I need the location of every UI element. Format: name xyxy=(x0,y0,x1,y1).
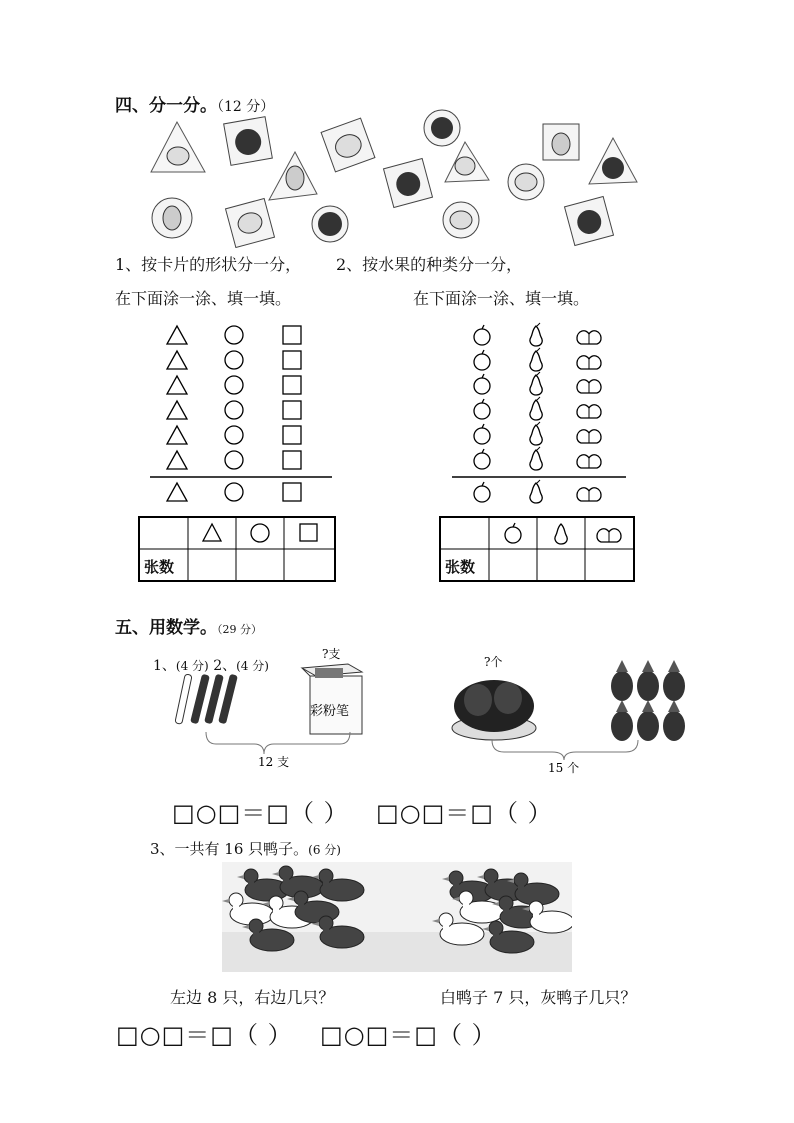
peach-icon[interactable] xyxy=(577,380,601,393)
circle-icon[interactable] xyxy=(225,326,243,344)
circle-icon[interactable] xyxy=(225,426,243,444)
q3-right-question: 白鸭子 7 只，灰鸭子几只？ xyxy=(440,988,637,1007)
circle-card xyxy=(443,202,479,238)
circle-card xyxy=(312,206,348,242)
triangle-card xyxy=(445,142,489,182)
q3b-answer-template[interactable]: □○□＝□（ ） xyxy=(320,1021,497,1049)
count-cell-circle[interactable] xyxy=(238,551,282,579)
square-icon[interactable] xyxy=(283,426,301,444)
apple-icon[interactable] xyxy=(474,449,490,469)
triangle-icon[interactable] xyxy=(167,376,187,394)
fruit-cards-picture xyxy=(145,108,655,248)
apple-icon[interactable] xyxy=(474,350,490,370)
triangle-icon xyxy=(203,524,221,541)
pear-icon[interactable] xyxy=(530,422,542,445)
q2-label: 2、 xyxy=(213,658,237,674)
q3-row xyxy=(150,838,341,859)
square-card xyxy=(224,117,273,166)
peach-icon[interactable] xyxy=(577,488,601,501)
triangle-card xyxy=(589,138,637,184)
apple-icon[interactable] xyxy=(474,482,490,502)
section5-title-row xyxy=(115,613,262,638)
triangle-card xyxy=(151,122,205,172)
q1-answer-template[interactable]: □○□＝□（ ） xyxy=(172,799,349,827)
circle-icon[interactable] xyxy=(225,451,243,469)
count-cell-pear[interactable] xyxy=(539,551,583,579)
pineapple-question: ?个 xyxy=(484,655,503,669)
shapes-table xyxy=(138,516,336,582)
square-card xyxy=(321,118,375,172)
circle-icon xyxy=(251,524,269,542)
triangle-icon[interactable] xyxy=(167,426,187,444)
circle-card xyxy=(152,198,192,238)
q1-label: 1、 xyxy=(153,658,176,674)
pear-icon[interactable] xyxy=(530,348,542,371)
square-icon[interactable] xyxy=(283,326,301,344)
plate-of-pineapples xyxy=(452,680,536,740)
count-cell-peach[interactable] xyxy=(587,551,632,579)
pear-icon[interactable] xyxy=(530,480,542,503)
table-row-label: 张数 xyxy=(144,558,175,576)
q2-line1: 2、按水果的种类分一分， xyxy=(336,255,523,274)
chalk-total: 12 支 xyxy=(258,755,290,769)
circle-icon[interactable] xyxy=(225,351,243,369)
apple-icon[interactable] xyxy=(474,374,490,394)
apple-icon[interactable] xyxy=(474,399,490,419)
apple-icon[interactable] xyxy=(474,424,490,444)
square-icon[interactable] xyxy=(283,451,301,469)
table-row-label: 张数 xyxy=(445,558,476,576)
fruits-grid xyxy=(450,320,630,510)
pear-icon[interactable] xyxy=(530,323,542,346)
q1-line1: 1、按卡片的形状分一分， xyxy=(115,255,302,274)
triangle-icon[interactable] xyxy=(167,401,187,419)
circle-card xyxy=(508,164,544,200)
peach-icon xyxy=(597,529,621,542)
pear-icon[interactable] xyxy=(530,397,542,420)
pear-icon[interactable] xyxy=(530,447,542,470)
triangle-icon[interactable] xyxy=(167,326,187,344)
q2-line2: 在下面涂一涂、填一填。 xyxy=(413,289,590,308)
peach-icon[interactable] xyxy=(577,331,601,344)
peach-icon[interactable] xyxy=(577,405,601,418)
pineapple-total: 15 个 xyxy=(548,761,580,775)
triangle-icon[interactable] xyxy=(167,483,187,501)
square-icon xyxy=(300,524,317,541)
pineapple-brace xyxy=(492,740,638,760)
pineapple-icon xyxy=(611,660,633,701)
square-card xyxy=(565,197,614,246)
apple-icon xyxy=(505,523,521,543)
chalk-brace xyxy=(206,732,350,754)
square-card xyxy=(384,159,433,208)
pineapple-icon xyxy=(663,700,685,741)
q3a-answer-template[interactable]: □○□＝□（ ） xyxy=(116,1021,293,1049)
pineapple-icon xyxy=(637,660,659,701)
pineapple-icon xyxy=(611,700,633,741)
square-icon[interactable] xyxy=(283,351,301,369)
pineapple-grid xyxy=(611,660,685,741)
ducks-picture xyxy=(222,862,572,972)
count-cell-apple[interactable] xyxy=(491,551,535,579)
pineapple-picture xyxy=(448,648,698,783)
fruits-table xyxy=(439,516,635,582)
chalk-box xyxy=(302,664,362,734)
peach-icon[interactable] xyxy=(577,455,601,468)
square-card xyxy=(226,199,275,248)
q1-score: (4 分) xyxy=(175,659,209,673)
circle-icon[interactable] xyxy=(225,401,243,419)
count-cell-square[interactable] xyxy=(286,551,333,579)
square-icon[interactable] xyxy=(283,401,301,419)
section4-score: （12 分） xyxy=(217,99,275,115)
q2-score: (4 分) xyxy=(236,659,269,673)
triangle-icon[interactable] xyxy=(167,351,187,369)
section5-score: （29 分） xyxy=(217,623,262,636)
circle-icon[interactable] xyxy=(225,483,243,501)
chalk-picture xyxy=(170,640,380,770)
circle-card xyxy=(424,110,460,146)
q3-text: 3、一共有 16 只鸭子。 xyxy=(150,840,309,858)
circle-icon[interactable] xyxy=(225,376,243,394)
section4-title: 四、分一分。 xyxy=(115,96,217,116)
section5-title: 五、用数学。 xyxy=(115,618,217,638)
q3-left-question: 左边 8 只，右边几只？ xyxy=(170,988,335,1007)
triangle-icon[interactable] xyxy=(167,451,187,469)
square-icon[interactable] xyxy=(283,483,301,501)
apple-icon[interactable] xyxy=(474,325,490,345)
chalk-box-label: 彩粉笔 xyxy=(310,704,350,719)
pear-icon xyxy=(555,524,567,544)
chalk-sticks xyxy=(175,674,238,725)
triangle-card xyxy=(269,152,317,200)
pear-icon[interactable] xyxy=(530,372,542,395)
q2-answer-template[interactable]: □○□＝□（ ） xyxy=(376,799,553,827)
pineapple-icon xyxy=(663,660,685,701)
peach-icon[interactable] xyxy=(577,356,601,369)
peach-icon[interactable] xyxy=(577,430,601,443)
chalk-question: ?支 xyxy=(322,647,341,661)
pineapple-icon xyxy=(637,700,659,741)
q3-score: (6 分) xyxy=(308,843,341,857)
q1-line2: 在下面涂一涂、填一填。 xyxy=(115,289,292,308)
square-icon[interactable] xyxy=(283,376,301,394)
count-cell-triangle[interactable] xyxy=(190,551,234,579)
square-card xyxy=(543,124,579,160)
